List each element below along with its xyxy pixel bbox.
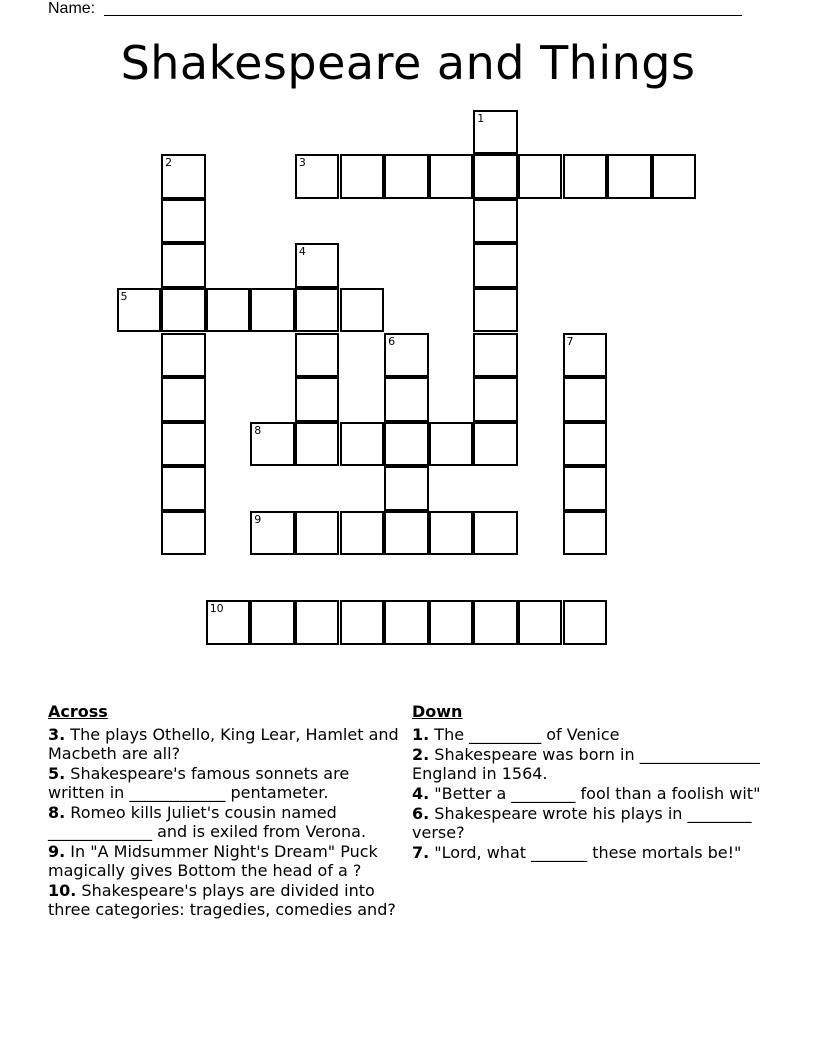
grid-cell[interactable] [429,422,474,467]
grid-cell[interactable] [384,511,429,556]
across-clue [48,881,403,919]
clue-text: Shakespeare's famous sonnets are written in ____________ pentameter. [48,764,350,802]
grid-cell[interactable] [473,422,518,467]
clue-text: In "A Midsummer Night's Dream" Puck magically gives Bottom the head of a ? [48,842,378,880]
clue-text: Shakespeare was born in _______________ England in 1564. [412,745,760,783]
grid-cell[interactable] [250,511,295,556]
page-title: Shakespeare and Things [120,36,696,90]
grid-cell[interactable] [652,154,697,199]
grid-cell[interactable] [473,110,518,155]
grid-cell[interactable] [473,154,518,199]
clue-text: The plays Othello, King Lear, Hamlet and Macbeth are all? [48,725,399,763]
down-clue [412,804,762,842]
grid-cell[interactable] [384,600,429,645]
grid-cell[interactable] [518,154,563,199]
grid-cell[interactable] [295,422,340,467]
clue-number: 7 [566,334,574,348]
grid-cell[interactable] [340,511,385,556]
grid-cell[interactable] [384,377,429,422]
grid-cell[interactable] [161,243,206,288]
grid-cell[interactable] [295,154,340,199]
grid-cell[interactable] [340,288,385,333]
clue-number: 8. [48,803,66,822]
clue-number: 1. [412,725,430,744]
across-clue [48,842,403,880]
grid-cell[interactable] [563,154,608,199]
down-clue [412,725,762,744]
grid-cell[interactable] [473,600,518,645]
grid-cell[interactable] [384,333,429,378]
grid-cell[interactable] [384,422,429,467]
grid-cell[interactable] [473,199,518,244]
grid-cell[interactable] [340,154,385,199]
grid-cell[interactable] [250,600,295,645]
grid-cell[interactable] [161,466,206,511]
grid-cell[interactable] [161,422,206,467]
grid-cell[interactable] [206,288,251,333]
clue-number: 3. [48,725,66,744]
clue-text: "Lord, what _______ these mortals be!" [429,843,742,862]
across-clue [48,725,403,763]
grid-cell[interactable] [295,333,340,378]
grid-cell[interactable] [384,466,429,511]
clue-text: Shakespeare's plays are divided into three categories: tragedies, comedies and? [48,881,396,919]
grid-cell[interactable] [161,288,206,333]
clue-number: 3 [298,156,306,170]
grid-cell[interactable] [607,154,652,199]
clue-number: 1 [477,111,485,125]
down-clue [412,843,762,862]
grid-cell[interactable] [250,422,295,467]
clue-number: 5. [48,764,66,783]
clue-number: 4. [412,784,430,803]
grid-cell[interactable] [473,377,518,422]
grid-cell[interactable] [518,600,563,645]
grid-cell[interactable] [295,377,340,422]
grid-cell[interactable] [206,600,251,645]
grid-cell[interactable] [340,600,385,645]
clue-number: 9 [254,512,262,526]
grid-cell[interactable] [563,377,608,422]
down-clue [412,784,762,803]
across-clue [48,764,403,802]
clue-number: 2. [412,745,430,764]
grid-cell[interactable] [117,288,162,333]
grid-cell[interactable] [563,600,608,645]
name-label: Name: [48,0,96,17]
grid-cell[interactable] [563,466,608,511]
clue-number: 10 [209,602,224,616]
across-clue [48,803,403,841]
grid-cell[interactable] [473,511,518,556]
grid-cell[interactable] [429,511,474,556]
grid-cell[interactable] [384,154,429,199]
grid-cell[interactable] [563,333,608,378]
grid-cell[interactable] [473,243,518,288]
clue-number: 9. [48,842,66,861]
grid-cell[interactable] [295,600,340,645]
down-heading: Down [412,702,463,721]
grid-cell[interactable] [161,199,206,244]
clue-text: Romeo kills Juliet's cousin named _____________ and is exiled from Verona. [48,803,367,841]
grid-cell[interactable] [429,600,474,645]
grid-cell[interactable] [161,511,206,556]
grid-cell[interactable] [295,511,340,556]
down-clue [412,745,762,783]
clue-number: 4 [298,245,306,259]
clue-number: 8 [254,423,262,437]
grid-cell[interactable] [295,243,340,288]
down-clues [412,702,762,863]
across-clues [48,702,403,920]
grid-cell[interactable] [563,511,608,556]
clue-number: 2 [165,156,173,170]
clue-number: 5 [120,289,128,303]
clue-text: Shakespeare wrote his plays in ________ verse? [412,804,752,842]
grid-cell[interactable] [161,154,206,199]
across-heading: Across [48,702,108,721]
clue-number: 6 [388,334,396,348]
grid-cell[interactable] [563,422,608,467]
grid-cell[interactable] [161,333,206,378]
clue-number: 7. [412,843,430,862]
grid-cell[interactable] [473,333,518,378]
clue-number: 6. [412,804,430,823]
grid-cell[interactable] [429,154,474,199]
grid-cell[interactable] [340,422,385,467]
grid-cell[interactable] [161,377,206,422]
clue-text: The _________ of Venice [429,725,620,744]
clue-number: 10. [48,881,77,900]
grid-cell[interactable] [295,288,340,333]
grid-cell[interactable] [473,288,518,333]
grid-cell[interactable] [250,288,295,333]
clue-text: "Better a ________ fool than a foolish wit" [429,784,761,803]
